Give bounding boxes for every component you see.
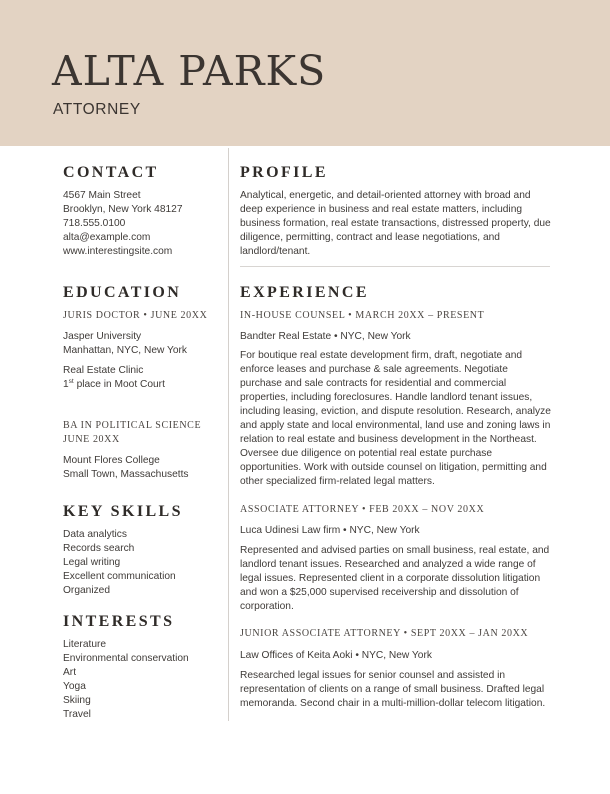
- interest-item: Environmental conservation: [63, 653, 189, 664]
- interest-item: Art: [63, 667, 77, 678]
- contact-address-line2: Brooklyn, New York 48127: [63, 204, 183, 215]
- interest-item: Literature: [63, 639, 107, 650]
- contact-address-line1: 4567 Main Street: [63, 190, 141, 201]
- skill-item: Legal writing: [63, 557, 121, 568]
- column-divider: [228, 148, 229, 721]
- contact-email[interactable]: alta@example.com: [63, 232, 151, 243]
- job-title-1: IN-HOUSE COUNSEL • MARCH 20XX – PRESENT: [240, 310, 485, 321]
- job-title-3: JUNIOR ASSOCIATE ATTORNEY • SEPT 20XX – JAN 20XX: [240, 628, 529, 639]
- education-location-2: Small Town, Massachusetts: [63, 469, 189, 480]
- job-description-3: Researched legal issues for senior counsel and assisted in representation of clients on a range of small business. Drafted legal memoranda. Second chair in a multi-million-dollar telecom litigation.: [240, 670, 546, 709]
- skills-heading: KEY SKILLS: [63, 503, 183, 520]
- job-employer-3: Law Offices of Keita Aoki • NYC, New York: [240, 650, 432, 661]
- education-degree-2: BA IN POLITICAL SCIENCE: [63, 420, 202, 431]
- education-location-1: Manhattan, NYC, New York: [63, 345, 188, 356]
- skills-list: [63, 528, 176, 598]
- contact-website[interactable]: www.interestingsite.com: [63, 246, 173, 257]
- interest-item: Skiing: [63, 695, 91, 706]
- profile-divider: [240, 266, 550, 267]
- education-school-block-2: [63, 454, 189, 482]
- contact-block: [63, 189, 183, 259]
- job-employer-1: Bandter Real Estate • NYC, New York: [240, 331, 411, 342]
- education-note-moot-court: 1st place in Moot Court: [63, 378, 165, 390]
- contact-heading: CONTACT: [63, 164, 159, 181]
- skill-item: Data analytics: [63, 529, 127, 540]
- header-band: [0, 0, 610, 146]
- education-school-1: Jasper University: [63, 331, 142, 342]
- education-date-2: JUNE 20XX: [63, 434, 120, 445]
- interest-item: Travel: [63, 709, 91, 720]
- experience-heading: EXPERIENCE: [240, 284, 369, 301]
- interests-heading: INTERESTS: [63, 613, 175, 630]
- education-school-2: Mount Flores College: [63, 455, 160, 466]
- interest-item: Yoga: [63, 681, 86, 692]
- job-description-1: For boutique real estate development firm, draft, negotiate and enforce leases and purchase & sale agreements. Negotiate purchase and sale contracts for residential and commercial properties, including foreclosures. Handle landlord tenant issues, including leasing, eviction, and dispute resolution. Research, analyze and apply state and local environmental, land use and zoning laws in relation to real estate and business development in the Northeast. Oversee due diligence on potential real estate purchase opportunities. Work with outside counsel on litigation, permitting and other specialized firm-related legal matters.: [240, 350, 551, 487]
- contact-phone: 718.555.0100: [63, 218, 126, 229]
- profile-text: Analytical, energetic, and detail-oriented attorney with broad and deep experience in business and real estate matters, including business formation, real estate transactions, distressed property, due diligence, permitting, contract and lease negotiations, and landlord/tenant.: [240, 190, 551, 257]
- job-title-2: ASSOCIATE ATTORNEY • FEB 20XX – NOV 20XX: [240, 504, 485, 515]
- job-description-2: Represented and advised parties on small business, real estate, and landlord tenant issues. Researched and analyzed a wide range of legal issues. Represented client in a corporate dissolution litigation and won a $25,000 supervised receivership and dissolution of corporation.: [240, 545, 550, 612]
- candidate-title: ATTORNEY: [53, 101, 141, 118]
- education-note-clinic: Real Estate Clinic: [63, 365, 144, 376]
- skill-item: Organized: [63, 585, 111, 596]
- profile-heading: PROFILE: [240, 164, 328, 181]
- skill-item: Excellent communication: [63, 571, 176, 582]
- skill-item: Records search: [63, 543, 135, 554]
- education-degree-1: JURIS DOCTOR • JUNE 20XX: [63, 310, 208, 321]
- education-heading: EDUCATION: [63, 284, 182, 301]
- interests-list: [63, 638, 189, 722]
- education-notes-1: [63, 364, 165, 392]
- education-school-block-1: [63, 330, 187, 358]
- job-employer-2: Luca Udinesi Law firm • NYC, New York: [240, 525, 420, 536]
- candidate-name: ALTA PARKS: [52, 47, 327, 95]
